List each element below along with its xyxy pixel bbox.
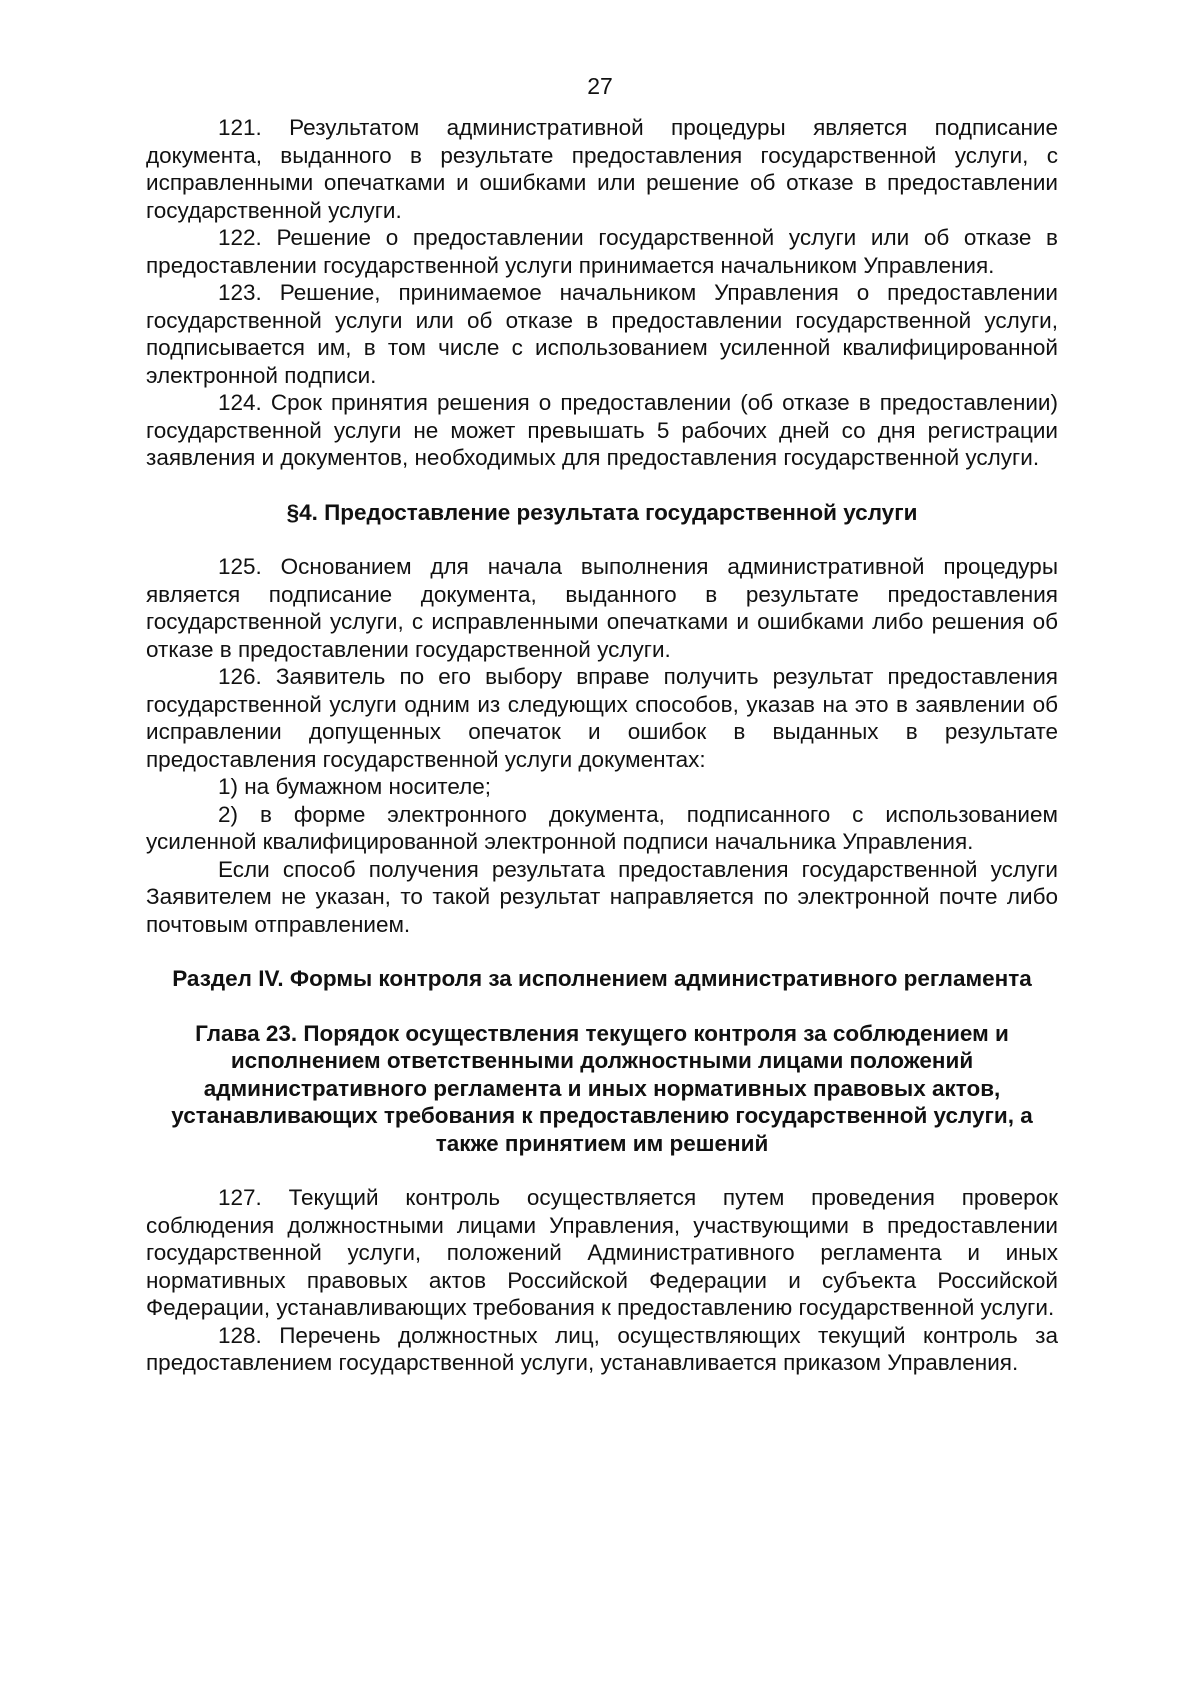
paragraph-128: 128. Перечень должностных лиц, осуществляющих текущий контроль за предоставлением государственной услуги, устанавливается приказом Управления. [146,1322,1058,1375]
document-body [146,114,1058,1377]
part-iv-heading: Раздел IV. Формы контроля за исполнением административного регламента [172,966,1032,991]
paragraph-delivery-method: Если способ получения результата предоставления государственной услуги Заявителем не указан, то такой результат направляется по электронной почте либо почтовым отправлением. [146,856,1058,937]
paragraph-125: 125. Основанием для начала выполнения административной процедуры является подписание документа, выданного в результате предоставления государственной услуги, с исправленными опечатками и ошибками либо решения об отказе в предоставлении государственной услуги. [146,554,1058,662]
page-number: 27 [587,73,613,99]
chapter-23-heading: Глава 23. Порядок осуществления текущего контроля за соблюдением и исполнением ответственными должностными лицами положений административного регламента и иных нормативных правовых актов, устанавливающих требования к предоставлению государственной услуги, а также принятием им решений [171,1020,1033,1156]
paragraph-122: 122. Решение о предоставлении государственной услуги или об отказе в предоставлении государственной услуги принимается начальником Управления. [146,225,1058,278]
paragraph-123: 123. Решение, принимаемое начальником Управления о предоставлении государственной услуги или об отказе в предоставлении государственной услуги, подписывается им, в том числе с использованием усиленной квалифицированной электронной подписи. [146,280,1058,388]
list-item-2: 2) в форме электронного документа, подписанного с использованием усиленной квалифицированной электронной подписи начальника Управления. [146,801,1058,854]
paragraph-126: 126. Заявитель по его выбору вправе получить результат предоставления государственной услуги одним из следующих способов, указав на это в заявлении об исправлении допущенных опечаток и ошибок в выданных в результате предоставления государственной услуги документах: [146,664,1058,772]
paragraph-121: 121. Результатом административной процедуры является подписание документа, выданного в результате предоставления государственной услуги, с исправленными опечатками и ошибками или решение об отказе в предоставлении государственной услуги. [146,115,1058,223]
section-4-heading: §4. Предоставление результата государственной услуги [286,499,918,525]
paragraph-124: 124. Срок принятия решения о предоставлении (об отказе в предоставлении) государственной услуги не может превышать 5 рабочих дней со дня регистрации заявления и документов, необходимых для предоставления государственной услуги. [146,390,1058,470]
list-item-1: 1) на бумажном носителе; [218,774,491,799]
paragraph-127: 127. Текущий контроль осуществляется путем проведения проверок соблюдения должностными лицами Управления, участвующими в предоставлении государственной услуги, положений Административного регламента и иных нормативных правовых актов Российской Федерации и субъекта Российской Федерации, устанавливающих требования к предоставлению государственной услуги. [146,1185,1058,1320]
